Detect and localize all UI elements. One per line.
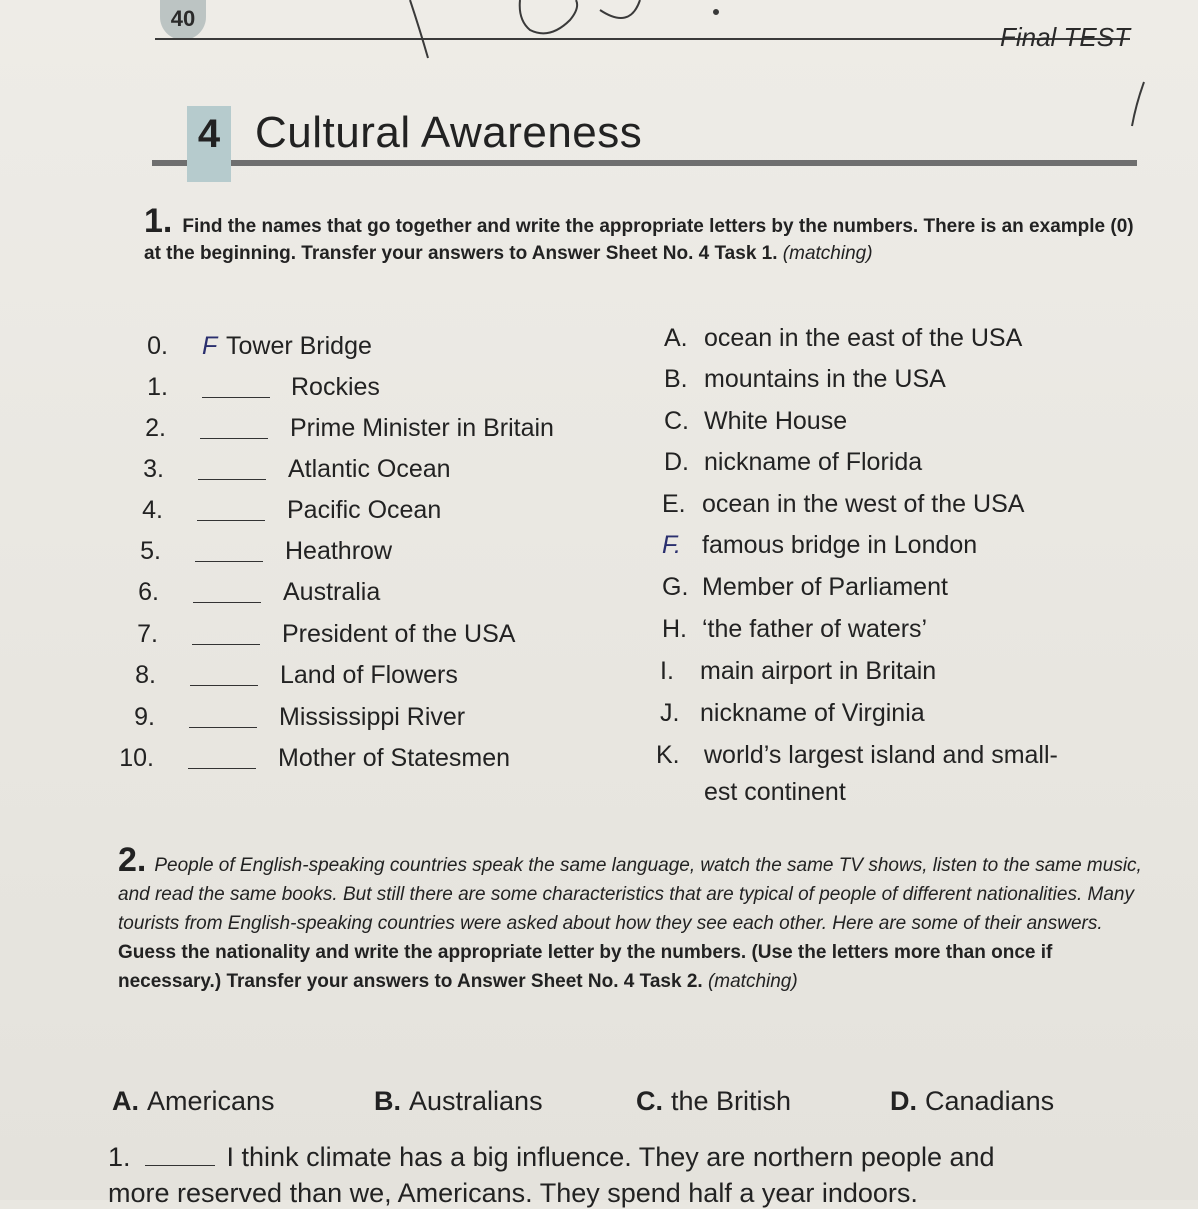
option-british xyxy=(636,1086,791,1117)
item-letter: K. xyxy=(656,741,680,769)
item-text: Pacific Ocean xyxy=(287,496,442,524)
item-text: Heathrow xyxy=(285,537,392,565)
option-letter: C. xyxy=(636,1086,663,1116)
option-name: Canadians xyxy=(925,1086,1055,1116)
item-text: Australia xyxy=(283,578,381,606)
item-number: 4. xyxy=(142,496,163,524)
answer-blank[interactable] xyxy=(202,397,270,398)
item-text: Atlantic Ocean xyxy=(288,455,451,483)
list-item xyxy=(664,407,847,436)
task2-question-1-continued: more reserved than we, Americans. They spend half a year indoors. xyxy=(108,1178,918,1208)
list-item xyxy=(662,615,927,644)
list-item xyxy=(662,573,948,602)
task2-number: 2. xyxy=(118,841,147,879)
item-letter: I. xyxy=(660,657,674,685)
task2-question-1 xyxy=(108,1142,995,1173)
list-item xyxy=(664,365,946,394)
item-number: 1. xyxy=(147,373,168,401)
answer-blank[interactable] xyxy=(190,685,258,686)
section-rule xyxy=(152,160,1137,166)
section-title: Cultural Awareness xyxy=(255,108,643,157)
item-letter: D. xyxy=(664,448,689,476)
task2-instructions: Guess the nationality and write the appropriate letter by the numbers. (Use the letters more than once if necessary.) Transfer your answers to Answer Sheet No. 4 Task 2. xyxy=(118,942,1053,992)
item-number: 2. xyxy=(145,414,166,442)
task1-type: (matching) xyxy=(782,243,873,264)
item-text: President of the USA xyxy=(282,620,516,648)
item-text: Prime Minister in Britain xyxy=(290,414,554,442)
item-number: 7. xyxy=(137,620,158,648)
task2-block xyxy=(118,841,1148,996)
list-item xyxy=(662,531,977,560)
item-number: 9. xyxy=(134,703,155,731)
task1-label: Task 1. xyxy=(714,243,778,264)
list-item xyxy=(660,699,925,728)
item-text: est continent xyxy=(704,778,846,806)
option-name: Americans xyxy=(147,1086,275,1116)
answer-blank[interactable] xyxy=(195,561,263,562)
item-number: 0. xyxy=(147,332,168,360)
item-letter: J. xyxy=(660,699,680,727)
list-item xyxy=(704,778,846,807)
item-letter: A. xyxy=(664,324,688,352)
item-text: main airport in Britain xyxy=(700,657,937,685)
item-text: mountains in the USA xyxy=(704,365,946,393)
task2-intro: People of English-speaking countries speak the same language, watch the same TV shows, listen to the same music, and read the same books. But still there are some characteristics that are typical of people of different nationalities. Many tourists from English-speaking countries were asked about how they see each other. Here are some of their answers. xyxy=(118,855,1142,934)
item-number: 5. xyxy=(140,537,161,565)
answer-blank[interactable] xyxy=(200,438,268,439)
item-letter: B. xyxy=(664,365,688,393)
item-text: Rockies xyxy=(291,373,380,401)
task2-type: (matching) xyxy=(707,971,798,992)
item-number: 8. xyxy=(135,661,156,689)
item-letter: H. xyxy=(662,615,687,643)
task1-instruction-text: Find the names that go together and write the appropriate letters by the numbers. There is an example (0) at the beginning. Transfer your answers to Answer Sheet No. 4 xyxy=(144,216,1134,264)
option-name: the British xyxy=(671,1086,792,1116)
option-letter: A. xyxy=(112,1086,139,1116)
item-text: world’s largest island and small- xyxy=(704,741,1058,769)
item-letter: F. xyxy=(662,531,681,559)
list-item xyxy=(664,324,1022,353)
item-text: Mother of Statesmen xyxy=(278,744,511,772)
option-letter: D. xyxy=(890,1086,917,1116)
item-text: White House xyxy=(704,407,848,435)
item-text: ‘the father of waters’ xyxy=(702,615,928,643)
question-text: I think climate has a big influence. They are northern people and xyxy=(226,1142,995,1172)
item-letter: C. xyxy=(664,407,689,435)
answer-blank[interactable] xyxy=(188,768,256,769)
answer-blank[interactable] xyxy=(198,479,266,480)
task1-instructions xyxy=(144,202,1139,267)
example-answer: F xyxy=(202,332,218,360)
item-text: Mississippi River xyxy=(279,703,466,731)
item-letter: E. xyxy=(662,490,686,518)
answer-blank[interactable] xyxy=(197,520,265,521)
item-text: Land of Flowers xyxy=(280,661,458,689)
option-americans xyxy=(112,1086,275,1117)
item-text: nickname of Florida xyxy=(704,448,923,476)
item-text: Tower Bridge xyxy=(226,332,372,360)
option-name: Australians xyxy=(409,1086,543,1116)
list-item xyxy=(662,490,1024,519)
item-text: nickname of Virginia xyxy=(700,699,925,727)
option-canadians xyxy=(890,1086,1054,1117)
answer-blank[interactable] xyxy=(145,1165,215,1166)
margin-pen-mark xyxy=(1122,80,1152,130)
item-number: 10. xyxy=(119,744,154,772)
answer-blank[interactable] xyxy=(192,644,260,645)
task1-number: 1. xyxy=(144,202,173,240)
question-number: 1. xyxy=(108,1142,131,1172)
answer-blank[interactable] xyxy=(189,727,257,728)
item-text: ocean in the west of the USA xyxy=(702,490,1025,518)
item-text: Member of Parliament xyxy=(702,573,948,601)
item-letter: G. xyxy=(662,573,689,601)
handwriting-scribble xyxy=(400,0,740,60)
list-item xyxy=(660,657,936,686)
option-australians xyxy=(374,1086,543,1117)
page-number: 40 xyxy=(160,0,206,40)
item-number: 3. xyxy=(143,455,164,483)
section-number: 4 xyxy=(187,106,231,182)
item-number: 6. xyxy=(138,578,159,606)
item-text: ocean in the east of the USA xyxy=(704,324,1023,352)
option-letter: B. xyxy=(374,1086,401,1116)
item-text: famous bridge in London xyxy=(702,531,978,559)
list-item xyxy=(664,448,922,477)
answer-blank[interactable] xyxy=(193,602,261,603)
running-title: Final TEST xyxy=(999,22,1130,52)
list-item xyxy=(656,741,1058,770)
